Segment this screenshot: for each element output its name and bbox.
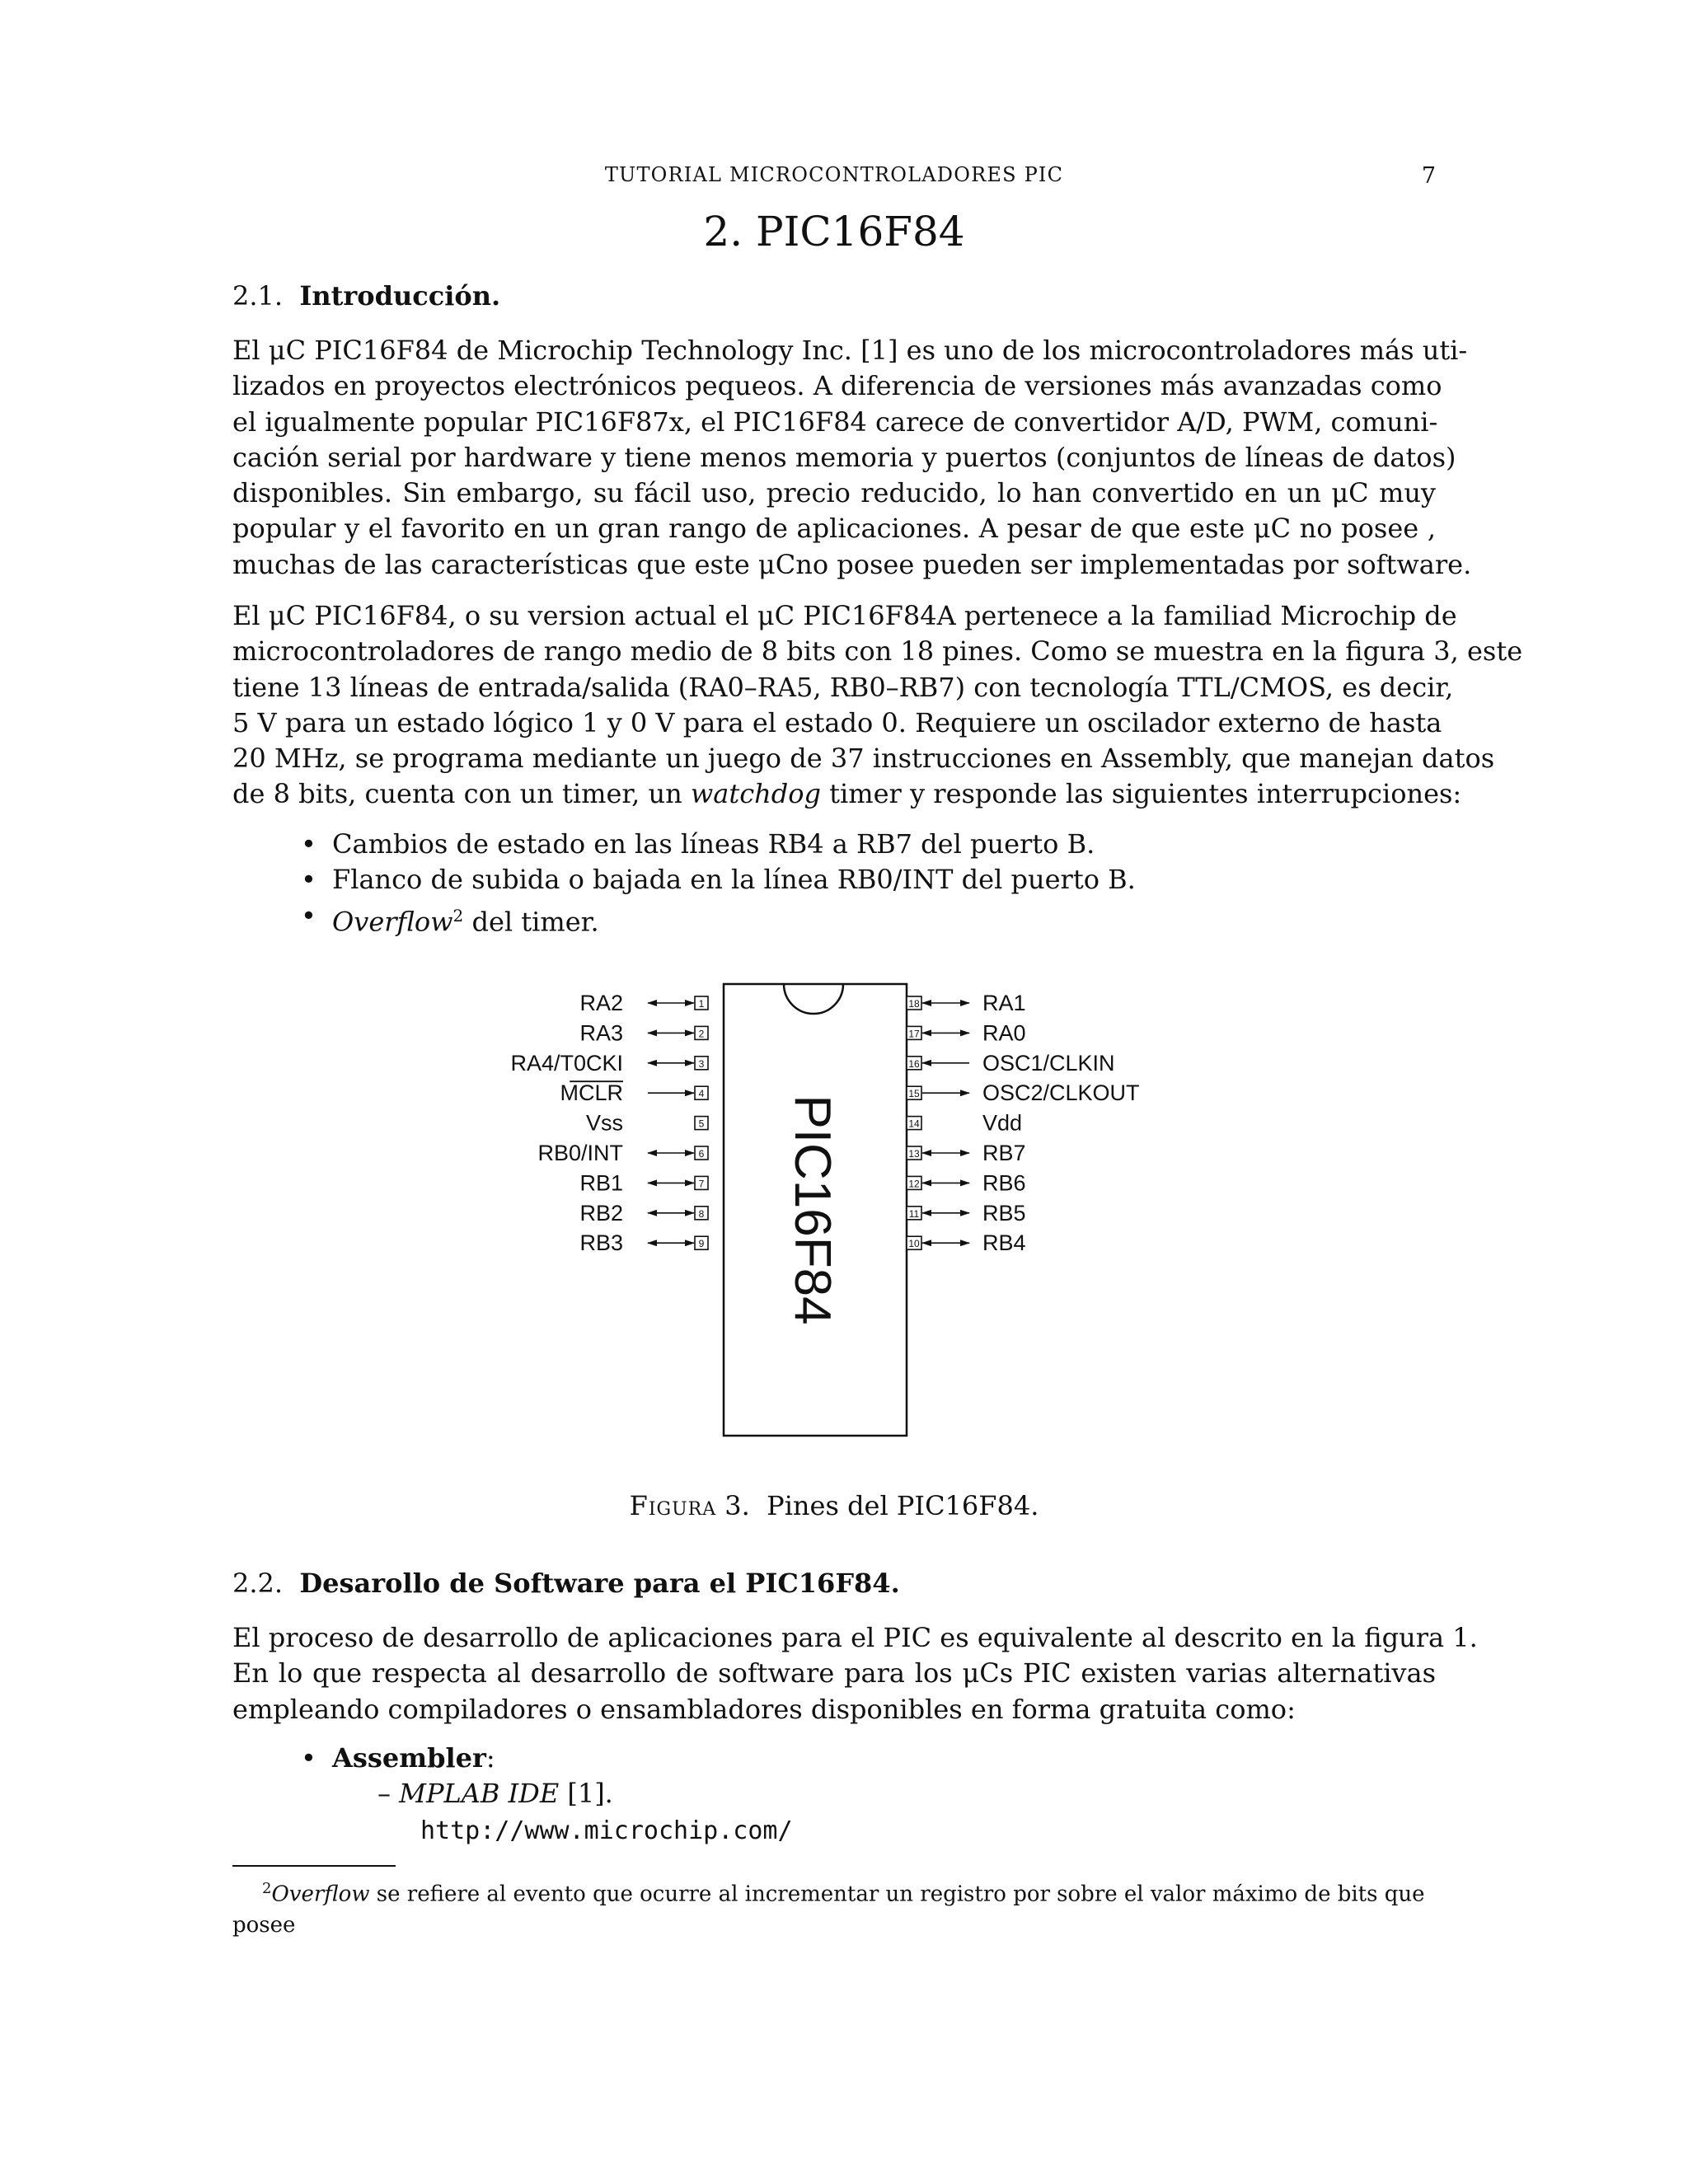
section-heading-software bbox=[232, 1568, 900, 1599]
text-line: empleando compiladores o ensambladores disponibles en forma gratuita como: bbox=[232, 1693, 1296, 1725]
tools-list bbox=[301, 1741, 495, 1776]
pin-label: RB3 bbox=[579, 1230, 623, 1256]
pin-16 bbox=[907, 1051, 1115, 1076]
text-line: cación serial por hardware y tiene menos memoria y puertos (conjuntos de líneas de datos) bbox=[232, 441, 1456, 473]
pin-label: RA1 bbox=[982, 991, 1026, 1015]
pin-number: 13 bbox=[908, 1148, 920, 1160]
figure-caption bbox=[232, 1490, 1436, 1521]
page-number: 7 bbox=[1421, 163, 1436, 189]
pin-number: 6 bbox=[698, 1148, 705, 1160]
pin-number: 4 bbox=[698, 1088, 705, 1100]
pin-15 bbox=[907, 1080, 1140, 1105]
watchdog-term: watchdog bbox=[690, 778, 821, 810]
text-line: microcontroladores de rango medio de 8 bits con 18 pines. Como se muestra en la figura 3, este bbox=[232, 635, 1523, 668]
pin-label: RB1 bbox=[579, 1170, 623, 1196]
section-heading-introduccion bbox=[232, 280, 500, 312]
assembler-label: Assembler bbox=[332, 1742, 486, 1774]
pin-label: RB6 bbox=[982, 1170, 1026, 1196]
pin-number: 3 bbox=[698, 1057, 705, 1070]
text-line: En lo que respecta al desarrollo de software para los μCs PIC existen varias alternativas bbox=[232, 1657, 1436, 1690]
reference: [1]. bbox=[559, 1778, 613, 1809]
text-fragment: timer y responde las siguientes interrupciones: bbox=[821, 778, 1462, 810]
overflow-term: Overflow bbox=[271, 1882, 370, 1907]
bullet-dot-icon: • bbox=[301, 1742, 316, 1774]
footnote-text: se refiere al evento que ocurre al incrementar un registro por sobre el valor máximo de bits que bbox=[369, 1882, 1425, 1907]
pin-18 bbox=[907, 991, 1026, 1015]
pin-number: 1 bbox=[698, 998, 705, 1010]
pin-label: Vdd bbox=[982, 1110, 1023, 1136]
text-line: 5 V para un estado lógico 1 y 0 V para el estado 0. Requiere un oscilador externo de hasta bbox=[232, 706, 1442, 738]
pin-number: 18 bbox=[908, 998, 920, 1010]
pin-8 bbox=[579, 1201, 708, 1226]
list-item-text: Cambios de estado en las líneas RB4 a RB7 del puerto B. bbox=[332, 828, 1095, 860]
bullet-dot-icon: • bbox=[301, 864, 316, 896]
pin-number: 7 bbox=[698, 1178, 705, 1190]
text-line: disponibles. Sin embargo, su fácil uso, precio reducido, lo han convertido en un μC muy bbox=[232, 477, 1436, 509]
pin-label: MCLR bbox=[560, 1080, 623, 1106]
text-line: El μC PIC16F84, o su version actual el μC PIC16F84A pertenece a la familiad Microchip de bbox=[232, 600, 1457, 631]
pin-label: RB4 bbox=[982, 1230, 1026, 1256]
caption-text: Pines del PIC16F84. bbox=[767, 1490, 1039, 1521]
pin-10 bbox=[907, 1230, 1026, 1255]
pin-label: RB7 bbox=[982, 1141, 1026, 1165]
text-line: muchas de las características que este μCno posee pueden ser implementadas por software. bbox=[232, 548, 1472, 580]
right-pin-group bbox=[907, 991, 1140, 1255]
section-title: Desarollo de Software para el PIC16F84. bbox=[299, 1568, 900, 1599]
pin-number: 10 bbox=[908, 1238, 920, 1250]
pin-4 bbox=[560, 1080, 708, 1105]
pin-label: RA0 bbox=[982, 1020, 1026, 1046]
pin-1 bbox=[579, 991, 708, 1015]
software-paragraph bbox=[232, 1620, 1478, 1727]
pin-number: 14 bbox=[908, 1118, 920, 1130]
pin-number: 5 bbox=[698, 1118, 705, 1130]
footnote-line: posee bbox=[232, 1912, 296, 1938]
pin-9 bbox=[579, 1230, 708, 1255]
list-item bbox=[301, 898, 1136, 940]
pin-label: RB5 bbox=[982, 1200, 1026, 1226]
text-line: El μC PIC16F84 de Microchip Technology Inc. [1] es uno de los microcontroladores más uti- bbox=[232, 335, 1468, 366]
section-number: 2.1. bbox=[232, 280, 284, 312]
pin-label: RB2 bbox=[579, 1200, 623, 1226]
intro-paragraph-1 bbox=[232, 333, 1472, 583]
pin-label: RB0/INT bbox=[537, 1141, 623, 1165]
section-title: Introducción. bbox=[299, 280, 501, 312]
text-line: el igualmente popular PIC16F87x, el PIC16F84 carece de convertidor A/D, PWM, comuni- bbox=[232, 405, 1438, 438]
pin-13 bbox=[907, 1141, 1026, 1165]
mplab-ide-label: MPLAB IDE bbox=[399, 1778, 560, 1809]
pin-17 bbox=[907, 1020, 1026, 1045]
pin-number: 12 bbox=[908, 1178, 920, 1190]
pin-number: 15 bbox=[908, 1088, 920, 1100]
list-item bbox=[301, 862, 1136, 898]
running-title: TUTORIAL MICROCONTROLADORES PIC bbox=[604, 163, 1064, 186]
microchip-url-link[interactable]: http://www.microchip.com/ bbox=[420, 1816, 793, 1845]
pin-6 bbox=[537, 1141, 708, 1165]
pinout-diagram bbox=[462, 972, 1236, 1451]
pin-number: 11 bbox=[908, 1207, 920, 1220]
left-pin-group bbox=[510, 991, 708, 1255]
caption-label: Figura bbox=[629, 1490, 717, 1521]
footnote-mark: 2 bbox=[452, 905, 464, 926]
intro-paragraph-2 bbox=[232, 598, 1523, 813]
sub-list-item bbox=[377, 1776, 613, 1811]
footnote-line bbox=[232, 1873, 1436, 1910]
bullet-dot-icon: • bbox=[301, 899, 316, 931]
list-item bbox=[301, 827, 1136, 862]
pin-label: RA3 bbox=[579, 1020, 623, 1046]
interrupts-list bbox=[301, 827, 1136, 940]
pin-5 bbox=[586, 1111, 708, 1136]
list-item-text: Flanco de subida o bajada en la línea RB0/INT del puerto B. bbox=[332, 864, 1136, 896]
list-item bbox=[301, 1741, 495, 1776]
footnote-number: 2 bbox=[262, 1880, 272, 1897]
pin-14 bbox=[907, 1111, 1022, 1136]
pin-12 bbox=[907, 1170, 1026, 1195]
pin-number: 2 bbox=[698, 1028, 705, 1040]
text-line: popular y el favorito en un gran rango de aplicaciones. A pesar de que este μC no posee , bbox=[232, 513, 1436, 545]
pin-label: OSC2/CLKOUT bbox=[982, 1080, 1140, 1106]
chapter-title: 2. PIC16F84 bbox=[703, 208, 965, 255]
overflow-term: Overflow bbox=[332, 906, 453, 938]
text-line: lizados en proyectos electrónicos pequeos. A diferencia de versiones más avanzadas como bbox=[232, 370, 1442, 402]
pin-number: 8 bbox=[698, 1207, 705, 1220]
pinout-figure bbox=[462, 972, 1236, 1451]
bullet-dot-icon: • bbox=[301, 828, 316, 860]
text-line: tiene 13 líneas de entrada/salida (RA0–RA5, RB0–RB7) con tecnología TTL/CMOS, es decir, bbox=[232, 671, 1454, 703]
pin-label: OSC1/CLKIN bbox=[982, 1050, 1115, 1076]
pin-2 bbox=[579, 1020, 708, 1045]
pin-number: 16 bbox=[908, 1057, 920, 1070]
pin-11 bbox=[907, 1201, 1026, 1226]
page-header bbox=[232, 163, 1436, 199]
pin-number: 9 bbox=[698, 1238, 705, 1250]
text-line: 20 MHz, se programa mediante un juego de 37 instrucciones en Assembly, que manejan datos bbox=[232, 743, 1495, 775]
colon: : bbox=[485, 1742, 495, 1774]
list-item-text: del timer. bbox=[463, 906, 599, 938]
pin-label: RA2 bbox=[579, 991, 623, 1015]
text-line: El proceso de desarrollo de aplicaciones para el PIC es equivalente al descrito en la figura 1. bbox=[232, 1622, 1478, 1653]
text-fragment: de 8 bits, cuenta con un timer, un bbox=[232, 778, 691, 810]
pin-label: Vss bbox=[585, 1110, 623, 1136]
chip-label: PIC16F84 bbox=[784, 1094, 841, 1325]
caption-number: 3. bbox=[716, 1490, 750, 1521]
pin-3 bbox=[510, 1051, 708, 1076]
dash-icon: – bbox=[377, 1778, 400, 1809]
pin-label: RA4/T0CKI bbox=[510, 1050, 623, 1076]
pin-7 bbox=[579, 1170, 708, 1195]
footnote bbox=[232, 1873, 1436, 1941]
footnote-rule bbox=[232, 1865, 396, 1867]
section-number: 2.2. bbox=[232, 1568, 284, 1599]
pin-number: 17 bbox=[908, 1028, 920, 1040]
text-line bbox=[232, 776, 1462, 812]
